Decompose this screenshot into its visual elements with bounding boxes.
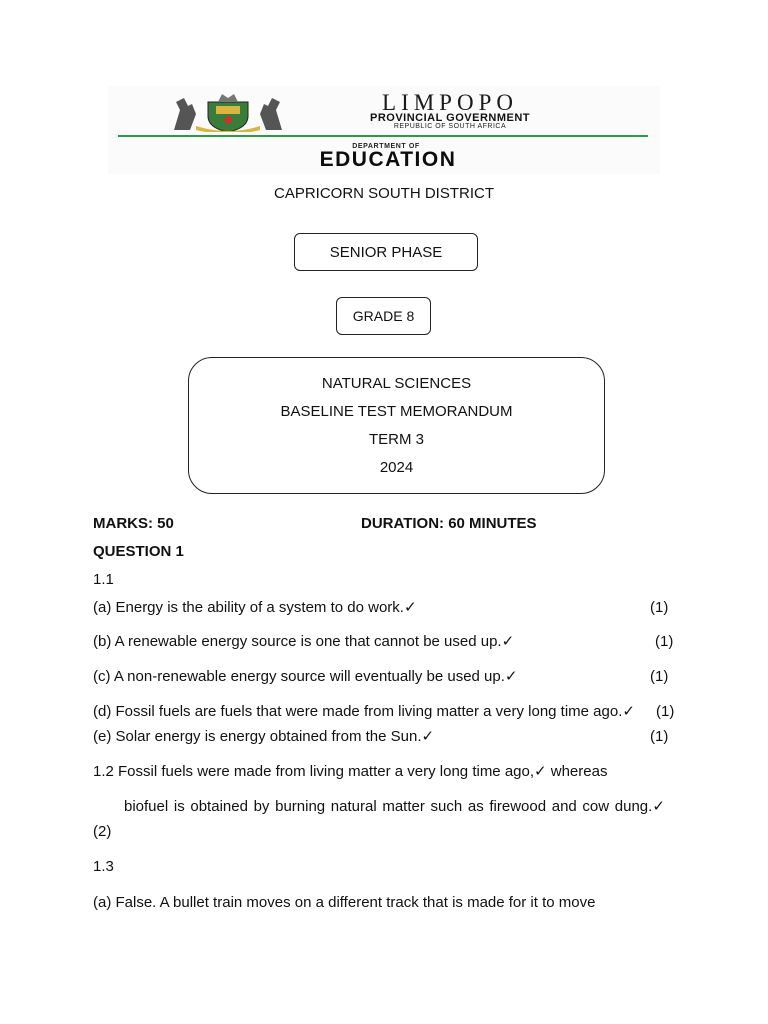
mark-1-2: (2) [93,823,112,840]
year-label: 2024 [379,459,414,476]
coat-of-arms-icon [166,92,290,132]
answer-1-3-a: (a) False. A bullet train moves on a different track that is made for it to move [93,894,596,911]
test-name: BASELINE TEST MEMORANDUM [280,403,513,420]
phase-box [294,233,478,271]
country-label: REPUBLIC OF SOUTH AFRICA [393,123,507,130]
answer-1-1-b: (b) A renewable energy source is one that cannot be used up.✓ [93,633,515,650]
answer-1-1-a: (a) Energy is the ability of a system to do work.✓ [93,599,417,616]
header-banner [108,86,660,174]
answer-1-1-e: (e) Solar energy is energy obtained from the Sun.✓ [93,728,435,745]
answer-1-1-c: (c) A non-renewable energy source will eventually be used up.✓ [93,668,518,685]
district-name: CAPRICORN SOUTH DISTRICT [273,185,494,202]
answer-1-1-d: (d) Fossil fuels are fuels that were made from living matter a very long time ago.✓ [93,703,635,720]
term-label: TERM 3 [368,431,424,448]
province-title: LIMPOPO [382,90,518,115]
department-of-label: DEPARTMENT OF [352,143,420,150]
mark-1-1-e: (1) [650,728,669,745]
subject-box [188,357,605,494]
duration-label: DURATION: 60 MINUTES [361,515,537,532]
header-divider [118,135,648,137]
mark-1-1-b: (1) [655,633,674,650]
grade-box [336,297,431,335]
subject-name: NATURAL SCIENCES [321,375,472,392]
answer-1-2-line2: biofuel is obtained by burning natural matter such as firewood and cow dung.✓ [124,798,665,815]
phase-label: SENIOR PHASE [329,243,443,261]
question-number-1-3: 1.3 [93,858,114,875]
grade-label: GRADE 8 [352,308,415,324]
question-number-1-1: 1.1 [93,571,114,588]
mark-1-1-d: (1) [656,703,675,720]
marks-label: MARKS: 50 [93,515,174,532]
provincial-government-label: PROVINCIAL GOVERNMENT [369,112,531,124]
answer-1-2-line1: 1.2 Fossil fuels were made from living matter a very long time ago,✓ whereas [93,763,608,780]
mark-1-1-c: (1) [650,668,669,685]
question-heading: QUESTION 1 [93,543,184,560]
department-name: EDUCATION [319,148,457,171]
mark-1-1-a: (1) [650,599,669,616]
